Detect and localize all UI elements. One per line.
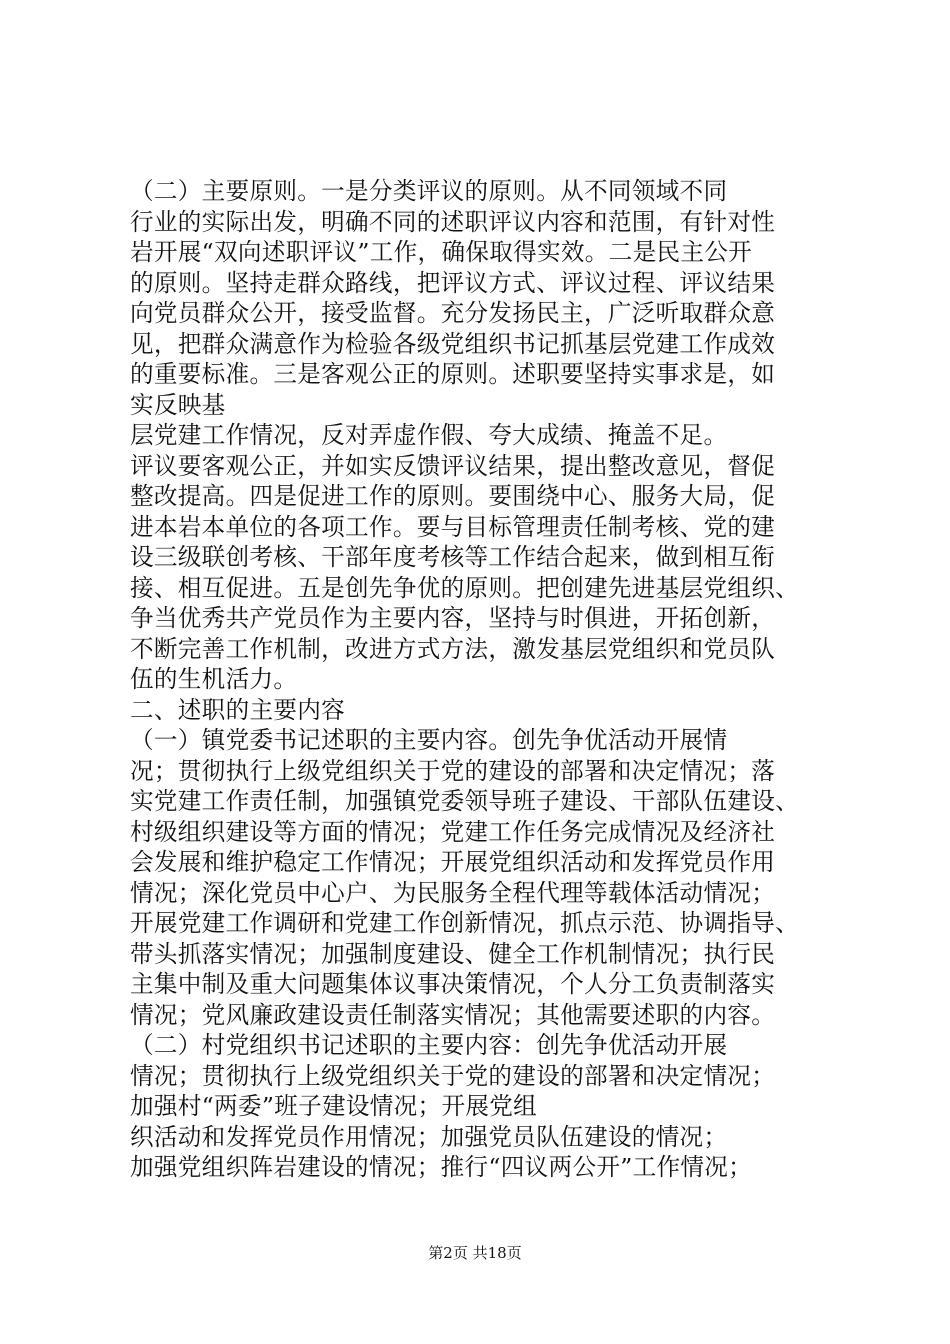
text-line: 见，把群众满意作为检验各级党组织书记抓基层党建工作成效	[130, 329, 776, 358]
text-line: 会发展和维护稳定工作情况；开展党组织活动和发挥党员作用	[130, 848, 776, 876]
text-line: 况；贯彻执行上级党组织关于党的建设的部署和决定情况；落	[130, 756, 776, 785]
text-line: 加强党组织阵岩建设的情况；推行“四议两公开”工作情况；	[130, 1153, 753, 1181]
document-body	[130, 176, 842, 1183]
text-line: 设三级联创考核、干部年度考核等工作结合起来，做到相互衔	[130, 543, 776, 571]
text-line: 整改提高。四是促进工作的原则。要围绕中心、服务大局，促	[130, 482, 776, 510]
text-line: 织活动和发挥党员作用情况；加强党员队伍建设的情况；	[130, 1122, 728, 1151]
text-line: 开展党建工作调研和党建工作创新情况，抓点示范、协调指导、	[130, 909, 800, 937]
text-line: （一）镇党委书记述职的主要内容。创先争优活动开展情	[130, 726, 728, 754]
text-line: 情况；党风廉政建设责任制落实情况；其他需要述职的内容。	[130, 1000, 776, 1029]
text-line: 的重要标准。三是客观公正的原则。述职要坚持实事求是，如	[130, 360, 776, 388]
text-line: 接、相互促进。五是创先争优的原则。把创建先进基层党组织、	[130, 573, 800, 602]
text-line: 带头抓落实情况；加强制度建设、健全工作机制情况；执行民	[130, 939, 776, 968]
text-line: 情况；深化党员中心户、为民服务全程代理等载体活动情况；	[130, 878, 776, 907]
section-heading: 二、述职的主要内容	[130, 695, 346, 724]
text-line: 伍的生机活力。	[130, 665, 298, 693]
text-line: 争当优秀共产党员作为主要内容，坚持与时俱进，开拓创新，	[130, 604, 776, 632]
text-line: 情况；贯彻执行上级党组织关于党的建设的部署和决定情况；	[130, 1061, 776, 1090]
text-line: 实党建工作责任制，加强镇党委领导班子建设、干部队伍建设、	[130, 787, 800, 815]
text-line: （二）村党组织书记述职的主要内容：创先争优活动开展	[130, 1031, 728, 1059]
text-line: 进本岩本单位的各项工作。要与目标管理责任制考核、党的建	[130, 512, 776, 541]
text-line: 的原则。坚持走群众路线，把评议方式、评议过程、评议结果	[130, 268, 776, 297]
text-line: 村级组织建设等方面的情况；党建工作任务完成情况及经济社	[130, 817, 776, 846]
text-line: 主集中制及重大问题集体议事决策情况，个人分工负责制落实	[130, 970, 776, 998]
text-line: 岩开展“双向述职评议”工作，确保取得实效。二是民主公开	[130, 238, 753, 266]
text-line: 行业的实际出发，明确不同的述职评议内容和范围，有针对性	[130, 207, 776, 236]
text-line: 加强村“两委”班子建设情况；开展党组	[130, 1092, 538, 1120]
text-line: 层党建工作情况，反对弄虚作假、夸大成绩、掩盖不足。	[130, 421, 728, 449]
text-line: 不断完善工作机制，改进方式方法，激发基层党组织和党员队	[130, 634, 776, 663]
text-line: 实反映基	[130, 390, 226, 419]
page-number-footer: 第2页 共18页	[428, 1244, 522, 1262]
text-line: （二）主要原则。一是分类评议的原则。从不同领域不同	[130, 177, 728, 205]
text-line: 评议要客观公正，并如实反馈评议结果，提出整改意见，督促	[130, 451, 776, 480]
text-line: 向党员群众公开，接受监督。充分发扬民主，广泛听取群众意	[130, 299, 776, 327]
